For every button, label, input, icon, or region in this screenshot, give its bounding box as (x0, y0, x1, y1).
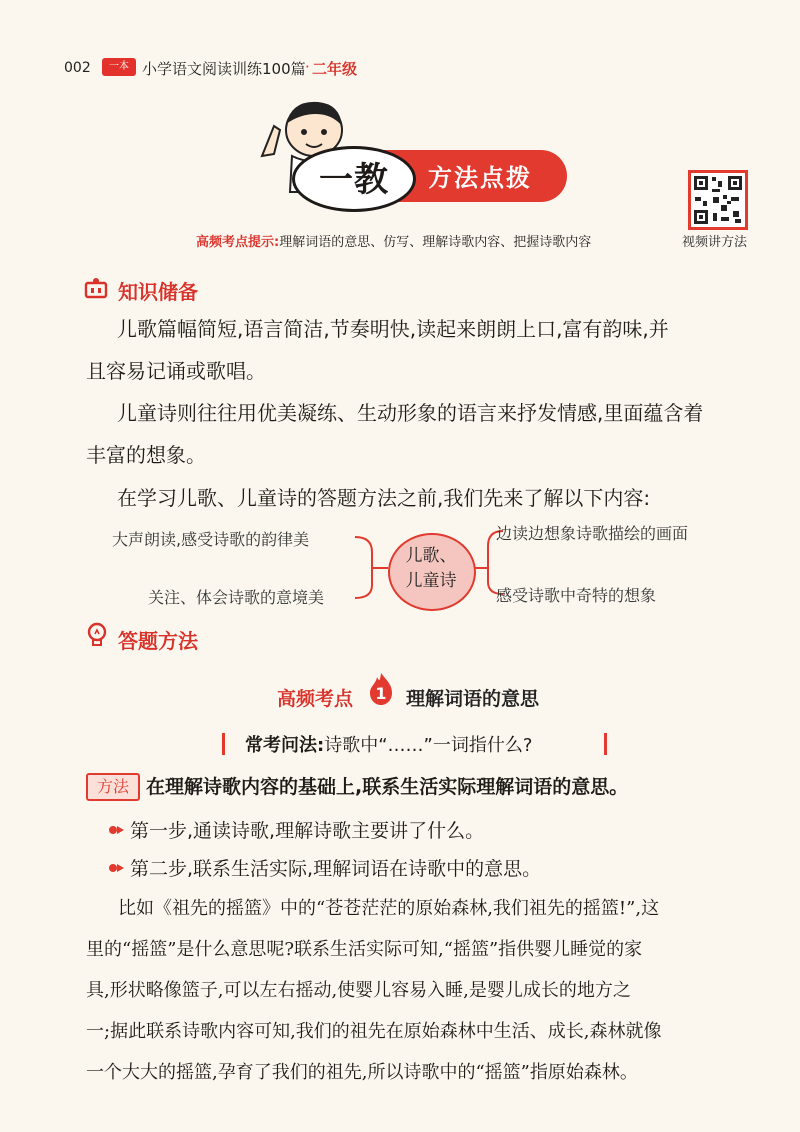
question-text: 诗歌中“……”一词指什么? (324, 735, 533, 756)
step-1: 第一步,通读诗歌,理解诗歌主要讲了什么。 (130, 820, 485, 842)
question-label: 常考问法: (245, 735, 325, 756)
diagram-right-top: 边读边想象诗歌描绘的画面 (496, 524, 689, 543)
knowledge-p1-line1: 儿歌篇幅简短,语言简洁,节奏明快,读起来朗朗上口,富有韵味,并 (117, 317, 669, 341)
example-line-3: 具,形状略像篮子,可以左右摇动,使婴儿容易入睡,是婴儿成长的地方之 (86, 980, 631, 1001)
knowledge-icon (84, 277, 108, 299)
question-bar-left (222, 733, 225, 755)
step1-bullet (109, 826, 117, 834)
knowledge-p2-line2: 丰富的想象。 (86, 443, 206, 467)
step-2: 第二步,联系生活实际,理解词语在诗歌中的意思。 (130, 858, 542, 880)
qr-caption: 视频讲方法 (682, 235, 748, 250)
example-line-4: 一;据此联系诗歌内容可知,我们的祖先在原始森林中生活、成长,森林就像 (86, 1021, 662, 1042)
question-bar-right (604, 733, 607, 755)
knowledge-p2-line1: 儿童诗则往往用优美凝练、生动形象的语言来抒发情感,里面蕴含着 (117, 401, 704, 425)
example-line-1: 比如《祖先的摇篮》中的“苍苍茫茫的原始森林,我们祖先的摇篮!”,这 (118, 898, 660, 919)
page-number: 002 (64, 60, 91, 76)
diagram-center-label (388, 544, 474, 594)
knowledge-p1-line2: 且容易记诵或歌唱。 (86, 359, 266, 383)
diagram-left-bottom: 关注、体会诗歌的意境美 (148, 588, 325, 607)
series-logo: 一本 (102, 58, 136, 76)
book-title: 小学语文阅读训练100篇 (142, 60, 306, 78)
tip-text: 理解词语的意思、仿写、理解诗歌内容、把握诗歌内容 (279, 235, 592, 250)
step2-bullet-arrow (117, 864, 124, 872)
diagram-right-bottom: 感受诗歌中奇特的想象 (496, 586, 657, 605)
kp-label: 高频考点 (277, 688, 354, 710)
step1-bullet-arrow (117, 826, 124, 834)
example-line-5: 一个大大的摇篮,孕育了我们的祖先,所以诗歌中的“摇篮”指原始森林。 (86, 1062, 638, 1083)
diagram-center-line1: 儿歌、 (405, 546, 457, 566)
example-line-2: 里的“摇篮”是什么意思呢?联系生活实际可知,“摇篮”指供婴儿睡觉的家 (86, 939, 643, 960)
title-dot: · (305, 58, 310, 76)
qr-code-icon[interactable] (688, 170, 748, 230)
common-question (245, 731, 532, 757)
method-tag: 方法 (86, 773, 140, 801)
knowledge-title: 知识储备 (118, 280, 198, 304)
method-description: 在理解诗歌内容的基础上,联系生活实际理解词语的意思。 (146, 776, 629, 798)
grade-label: 二年级 (312, 60, 358, 78)
step2-bullet (109, 864, 117, 872)
high-frequency-tip (196, 231, 591, 250)
lightbulb-icon (86, 622, 108, 648)
banner-title: 一教 (319, 160, 389, 200)
knowledge-p3: 在学习儿歌、儿童诗的答题方法之前,我们先来了解以下内容: (117, 486, 651, 510)
method-title: 答题方法 (118, 629, 198, 653)
tip-label: 高频考点提示: (196, 235, 280, 250)
banner-subtitle: 方法点拨 (428, 164, 532, 192)
diagram-center-line2: 儿童诗 (405, 571, 457, 591)
kp-number: 1 (375, 684, 387, 703)
diagram-left-top: 大声朗读,感受诗歌的韵律美 (112, 530, 310, 549)
kp-description: 理解词语的意思 (406, 688, 540, 710)
